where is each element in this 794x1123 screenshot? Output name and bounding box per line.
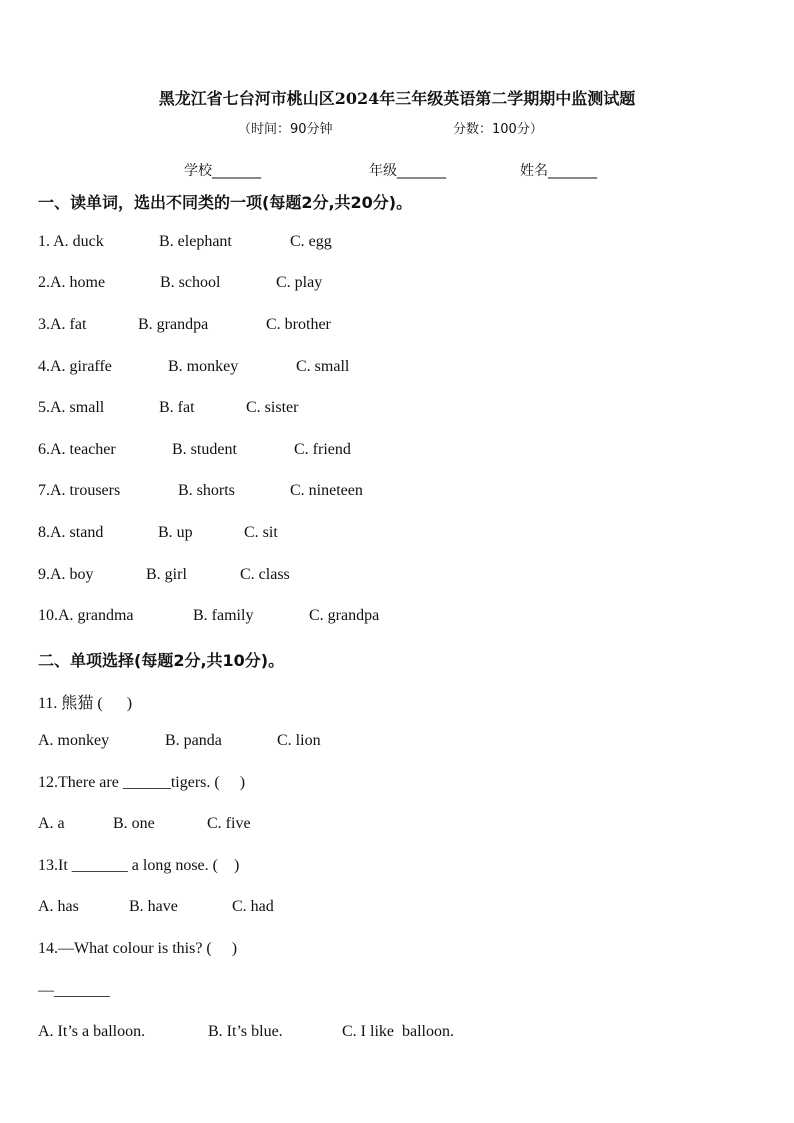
question-options [38,732,321,754]
question-options [38,815,251,837]
question-row [38,566,290,588]
page-title: 黑龙江省七台河市桃山区2024年三年级英语第二学期期中监测试题 [158,89,636,108]
option-c: C. class [240,566,290,583]
question-13-stem: 13.It _______ a long nose. ( ) [38,857,240,874]
option-b: B. school [160,274,221,291]
question-options [38,1023,454,1045]
option-a: A. has [38,898,79,915]
option-b: B. have [129,898,178,915]
question-stem [38,690,133,712]
option-c: C. I like balloon. [342,1023,454,1040]
option-b: B. fat [159,399,195,416]
option-a: 4.A. giraffe [38,358,112,375]
option-a: A. a [38,815,65,832]
exam-meta [0,118,794,138]
option-b: B. panda [165,732,222,749]
option-c: C. brother [266,316,331,333]
option-b: B. monkey [168,358,239,375]
option-a: 5.A. small [38,399,105,416]
section-2-heading: 二、单项选择(每题2分,共10分)。 [38,651,285,670]
question-14-stem: 14.—What colour is this? ( ) [38,940,238,957]
question-row [38,316,331,338]
option-a: 10.A. grandma [38,607,134,624]
exam-score: 分数：100分） [453,122,543,137]
question-row [38,358,350,380]
question-12-stem: 12.There are ______tigers. ( ) [38,774,246,791]
answer-blank: —_______ [38,982,110,999]
question-row [38,399,299,421]
option-b: B. girl [146,566,187,583]
option-b: B. grandpa [138,316,209,333]
question-stem [38,774,246,796]
option-b: B. It’s blue. [208,1023,283,1040]
option-c: C. sister [246,399,299,416]
question-stem [38,857,240,879]
option-b: B. student [172,441,237,458]
question-options [38,898,274,920]
option-b: B. up [158,524,193,541]
answer-line [38,982,110,1004]
option-c: C. lion [277,732,321,749]
option-c: C. play [276,274,323,291]
option-b: B. family [193,607,254,624]
question-row [38,524,278,546]
option-a: 2.A. home [38,274,106,291]
question-row [38,482,363,504]
section-1-heading: 一、读单词，选出不同类的一项(每题2分,共20分)。 [38,193,413,212]
name-field[interactable]: 姓名_______ [520,163,597,179]
school-field[interactable]: 学校_______ [184,163,261,179]
exam-time: （时间：90分钟 [238,122,333,137]
option-a: A. It’s a balloon. [38,1023,146,1040]
option-c: C. had [232,898,274,915]
question-stem [38,940,238,962]
option-c: C. friend [294,441,351,458]
option-a: 9.A. boy [38,566,94,583]
option-c: C. small [296,358,350,375]
option-a: A. monkey [38,732,110,749]
option-c: C. sit [244,524,278,541]
option-b: B. shorts [178,482,235,499]
option-c: C. egg [290,233,332,250]
option-c: C. nineteen [290,482,363,499]
option-a: 1. A. duck [38,233,104,250]
option-a: 3.A. fat [38,316,87,333]
option-b: B. one [113,815,155,832]
question-11-stem: 11. 熊猫 ( ) [38,695,133,712]
question-row [38,441,351,463]
question-row [38,607,380,629]
student-info [0,160,794,180]
grade-field[interactable]: 年级_______ [369,163,446,179]
option-a: 8.A. stand [38,524,104,541]
option-c: C. five [207,815,251,832]
option-c: C. grandpa [309,607,380,624]
option-b: B. elephant [159,233,232,250]
question-row [38,274,323,296]
option-a: 7.A. trousers [38,482,121,499]
question-row [38,233,332,255]
option-a: 6.A. teacher [38,441,116,458]
